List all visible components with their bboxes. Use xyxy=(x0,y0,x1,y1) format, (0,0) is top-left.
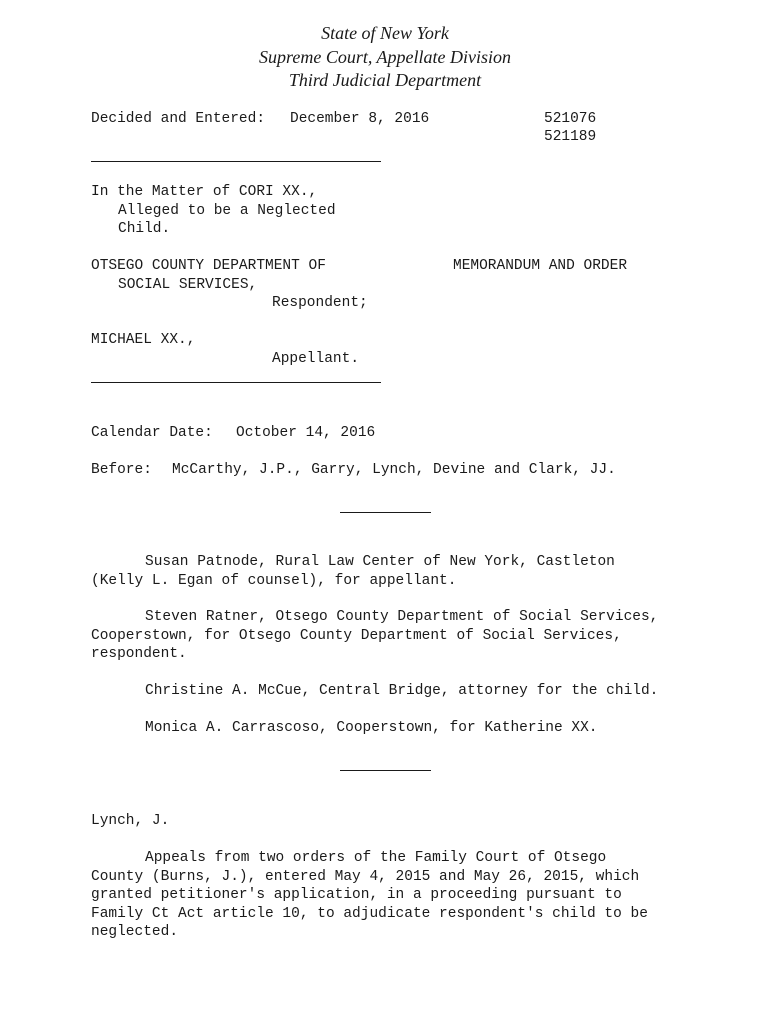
counsel-child: Christine A. McCue, Central Bridge, attorney for the child. xyxy=(145,683,659,699)
decided-date: December 8, 2016 xyxy=(290,111,430,127)
docket-number-2: 521189 xyxy=(544,129,597,145)
court-state: State of New York xyxy=(321,23,449,43)
before-label: Before: xyxy=(91,462,152,478)
section-divider-2 xyxy=(340,770,431,771)
docket-number-1: 521076 xyxy=(544,111,597,127)
matter-line-2: Alleged to be a Neglected xyxy=(118,203,336,219)
court-department: Third Judicial Department xyxy=(288,70,482,90)
matter-line-3: Child. xyxy=(118,221,171,237)
matter-line-1: In the Matter of CORI XX., xyxy=(91,184,318,200)
caption-bottom-rule xyxy=(91,382,381,383)
party2-role: Appellant. xyxy=(272,351,360,367)
court-division: Supreme Court, Appellate Division xyxy=(259,46,511,67)
caption-top-rule xyxy=(91,161,381,162)
calendar-label: Calendar Date: xyxy=(91,425,213,441)
counsel-katherine: Monica A. Carrascoso, Cooperstown, for Katherine XX. xyxy=(145,720,598,736)
party1-line-1: OTSEGO COUNTY DEPARTMENT OF xyxy=(91,258,326,274)
counsel-respondent: Steven Ratner, Otsego County Department of Social Services, Cooperstown, for Otsego County Department of Social Services, respondent. xyxy=(91,609,659,662)
before-judges: McCarthy, J.P., Garry, Lynch, Devine and Clark, JJ. xyxy=(172,462,616,478)
party1-role: Respondent; xyxy=(272,295,368,311)
section-divider-1 xyxy=(340,512,431,513)
opinion-paragraph-1: Appeals from two orders of the Family Court of Otsego County (Burns, J.), entered May 4, 2015 and May 26, 2015, which granted petitioner's application, in a proceeding pursuant to Family Ct Act article 10, to adjudicate respondent's child to be neglected. xyxy=(91,850,648,940)
opinion-author: Lynch, J. xyxy=(91,813,170,829)
party1-line-2: SOCIAL SERVICES, xyxy=(118,277,258,293)
calendar-date: October 14, 2016 xyxy=(236,425,376,441)
court-header xyxy=(0,22,770,93)
decided-label: Decided and Entered: xyxy=(91,111,266,127)
party2-name: MICHAEL XX., xyxy=(91,332,196,348)
order-type: MEMORANDUM AND ORDER xyxy=(453,258,628,274)
counsel-appellant: Susan Patnode, Rural Law Center of New York, Castleton (Kelly L. Egan of counsel), for appellant. xyxy=(91,554,615,589)
